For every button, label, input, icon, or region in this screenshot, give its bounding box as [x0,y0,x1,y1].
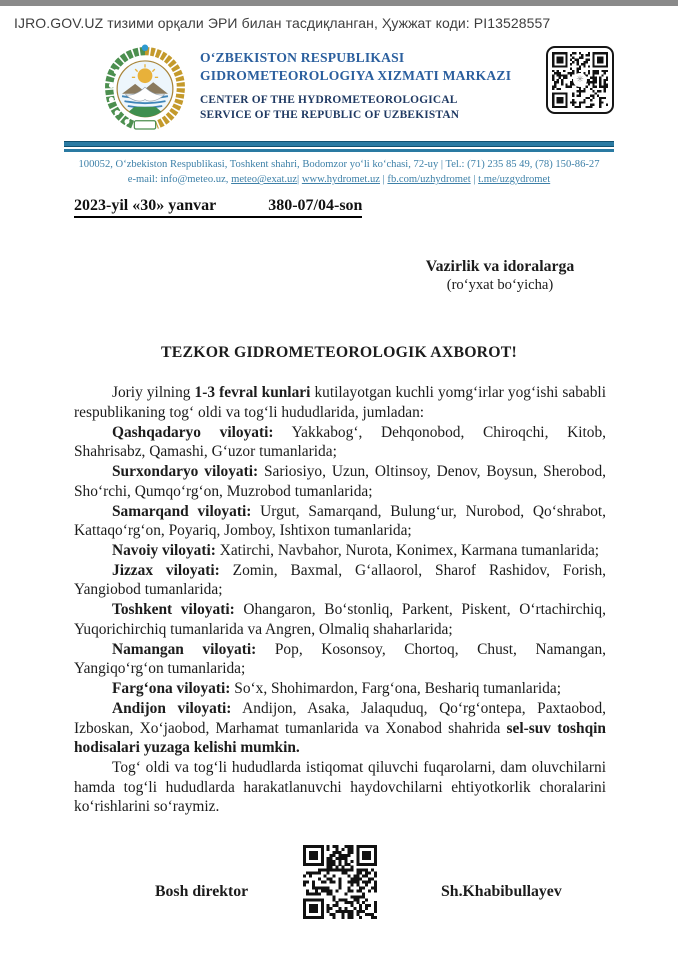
uzbekistan-coat-of-arms-icon [104,44,186,132]
verification-bar-text: IJRO.GOV.UZ тизими орқали ЭРИ билан тасдиқланган, Ҳужжат коди: PI13528557 [14,15,551,31]
body-paragraph-toshkent: Toshkent viloyati: Ohangaron, Bo‘stonliq, Parkent, Piskent, O‘rtachirchiq, Yuqorichirchiq tumanlarida va Angren, Olmaliq shaharlarida; [74,601,606,638]
org-name-en [200,93,546,123]
org-name-uz-line1: O‘ZBEKISTON RESPUBLIKASI [200,50,405,65]
verification-qr-code [546,46,614,114]
recipient-line1: Vazirlik va idoralarga [425,258,575,276]
link-hydromet-site[interactable]: www.hydromet.uz [301,174,380,186]
body-paragraph-surxondaryo: Surxondaryo viloyati: Sariosiyo, Uzun, Oltinsoy, Denov, Boysun, Sherobod, Sho‘rchi, Qumqo‘rg‘on, Muzrobod tumanlarida; [74,463,606,500]
body-paragraph-samarqand: Samarqand viloyati: Urgut, Samarqand, Bulung‘ur, Nurobod, Qo‘shrabot, Kattaqo‘rg‘on, Poyariq, Jomboy, Ishtixon tumanlarida; [74,502,607,540]
document-number: 380-07/04-son [268,197,363,215]
signer-name: Sh.Khabibullayev [441,883,562,901]
link-separator: | [470,174,479,186]
contact-address-line: 100052, O‘zbekiston Respublikasi, Toshkent shahri, Bodomzor yo‘li ko‘chasi, 72-uy | Tel.: (71) 235 85 49, (78) 150-86-27 [78,158,600,170]
signer-role: Bosh direktor [155,883,249,901]
header-divider [64,141,614,152]
link-facebook[interactable]: fb.com/uzhydromet [387,174,471,186]
body-paragraph-jizzax: Jizzax viloyati: Zomin, Baxmal, G‘allaorol, Sharof Rashidov, Forish, Yangiobod tumanlarida; [74,561,607,599]
body-paragraph-navoiy: Navoiy viloyati: Xatirchi, Navbahor, Nurota, Konimex, Karmana tumanlarida; [112,542,600,560]
contact-block [0,157,678,189]
document-title: TEZKOR GIDROMETEOROLOGIK AXBOROT! [161,344,517,362]
body-paragraph-qashqadaryo: Qashqadaryo viloyati: Yakkabog‘, Dehqonobod, Chiroqchi, Kitob, Shahrisabz, Qamashi, G‘uzor tumanlarida; [74,423,607,461]
recipient-block [380,258,620,294]
contact-links-line [0,172,678,188]
body-paragraph-intro: Joriy yilning 1-3 fevral kunlari kutilayotgan kuchli yomg‘irlar yog‘ishi sababli respublikaning tog‘ oldi va tog‘li hududlarida, jumladan: [74,384,606,421]
link-separator: | [380,174,388,186]
org-name-uz-line2: GIDROMETEOROLOGIYA XIZMATI MARKAZI [200,67,512,83]
body-paragraph-namangan: Namangan viloyati: Pop, Kosonsoy, Chortoq, Chust, Namangan, Yangiqo‘rg‘on tumanlarida; [74,640,606,678]
contact-email-prefix: e-mail: info@meteo.uz, [127,174,232,186]
org-name-en-line2: SERVICE OF THE REPUBLIC OF UZBEKISTAN [200,109,460,122]
body-paragraph-warning: Tog‘ oldi va tog‘li hududlarda istiqomat qiluvchi fuqarolarni, dam oluvchilarni hamda tog‘li hududlarda harakatlanuvchi haydovchilarni ehtiyotkorlik choralarini ko‘rishlarini so‘raymiz. [74,758,606,816]
body-paragraph-fargona: Farg‘ona viloyati: So‘x, Shohimardon, Farg‘ona, Beshariq tumanlarida; [112,680,561,698]
body-paragraph-andijon: Andijon viloyati: Andijon, Asaka, Jalaquduq, Qo‘rg‘ontepa, Paxtaobod, Izboskan, Xo‘jaobod, Marhamat tumanlarida va Xonabod shahrida sel-suv toshqin hodisalari yuzaga kelishi mumkin. [74,699,606,757]
link-separator: | [297,174,302,186]
document-body [74,383,606,817]
signature-qr-code-icon [303,845,377,919]
link-meteo-exat[interactable]: meteo@exat.uz [231,174,298,186]
org-name-uz [200,49,546,84]
qr-center-emblem-icon: ✳ [573,73,587,87]
reference-line [74,197,362,218]
org-name-en-line1: CENTER OF THE HYDROMETEOROLOGICAL [200,94,458,107]
org-names [200,44,546,123]
recipient-line2: (ro‘yxat bo‘yicha) [446,277,554,294]
signature-row [0,843,678,953]
letterhead [64,44,614,132]
link-telegram[interactable]: t.me/uzgydromet [478,174,551,186]
document-date: 2023-yil «30» yanvar [74,197,217,215]
